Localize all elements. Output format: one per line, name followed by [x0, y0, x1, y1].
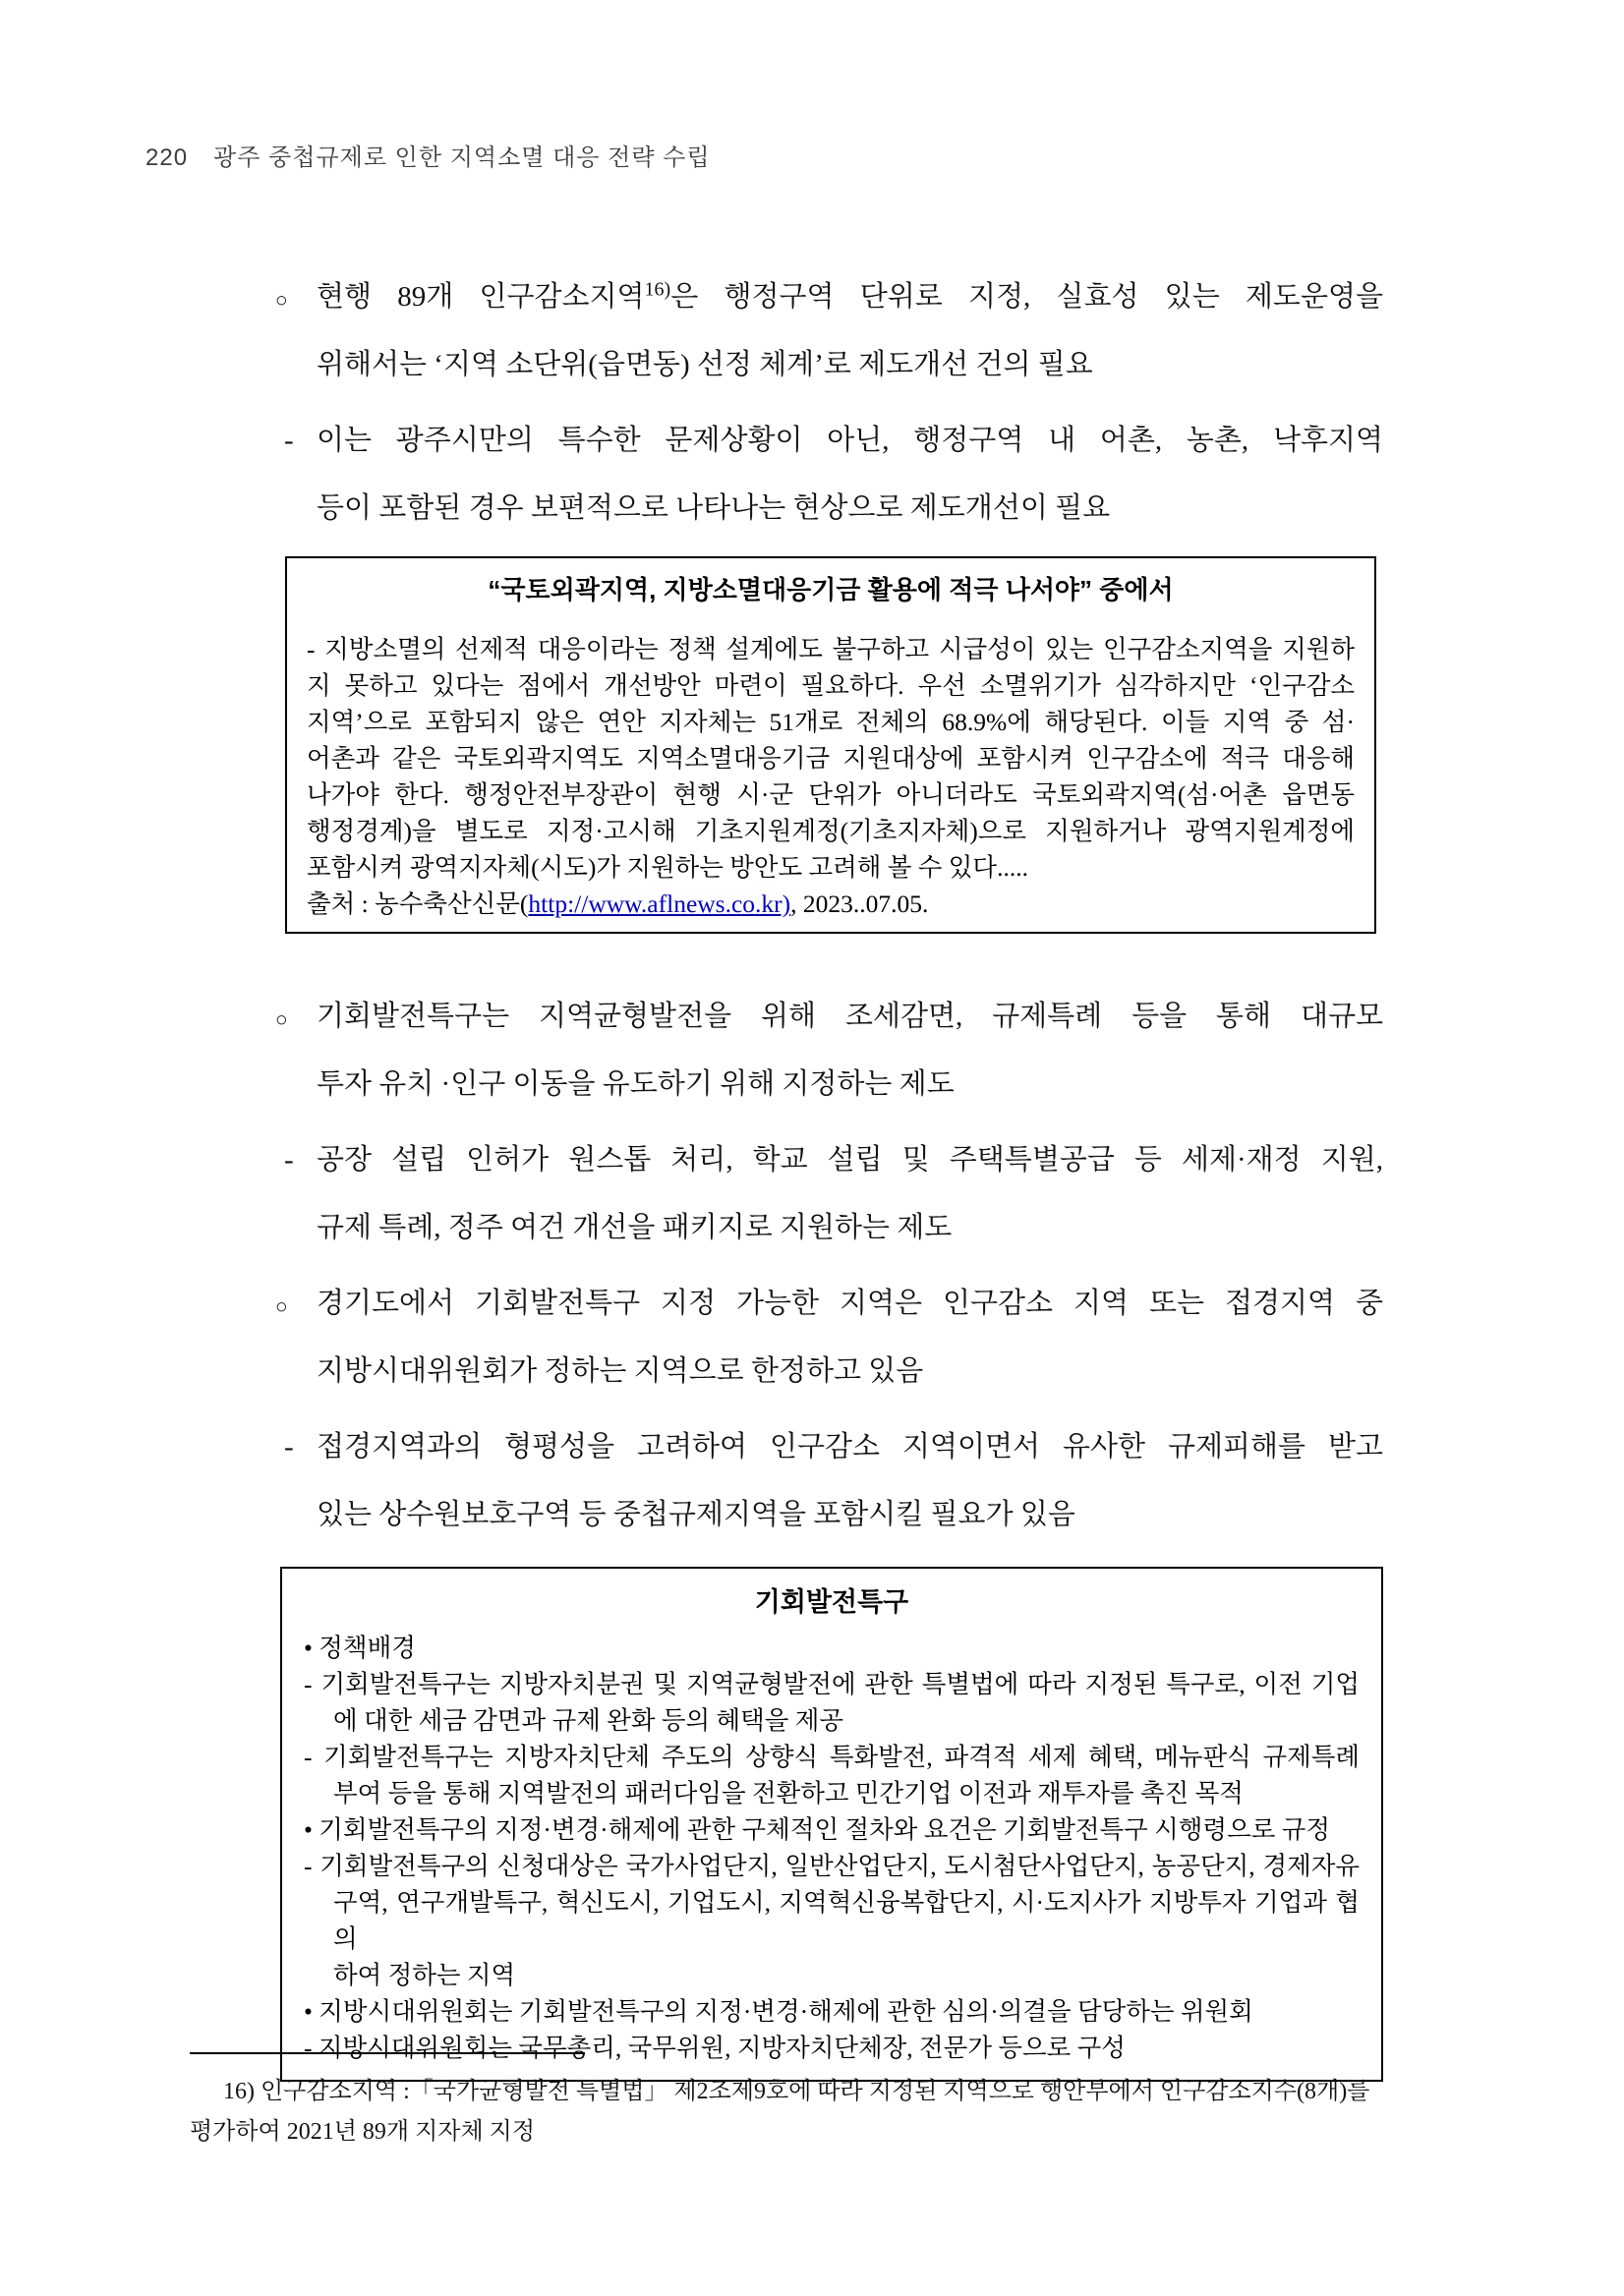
quote-line: 포함시켜 광역지자체(시도)가 지원하는 방안도 고려해 볼 수 있다.....: [307, 853, 1028, 882]
feature-line: - 기회발전특구는 지방자치분권 및 지역균형발전에 관한 특별법에 따라 지정된 특구로, 이전 기업: [304, 1670, 1360, 1698]
quote-line: - 지방소멸의 선제적 대응이라는 정책 설계에도 불구하고 시급성이 있는 인구감소지역을 지원하: [307, 635, 1355, 663]
running-header: [145, 138, 711, 172]
bullet-line: 투자 유치 ·인구 이동을 유도하기 위해 지정하는 제도: [317, 1068, 955, 1100]
dash-line: 있는 상수원보호구역 등 중첩규제지역을 포함시킬 필요가 있음: [317, 1499, 1075, 1530]
feature-line: 에 대한 세금 감면과 규제 완화 등의 혜택을 제공: [333, 1706, 844, 1735]
feature-line: - 기회발전특구는 지방자치단체 주도의 상향식 특화발전, 파격적 세제 혜택, 메뉴판식 규제특례: [304, 1743, 1360, 1771]
circle-bullet-marker: ○: [275, 1294, 288, 1318]
feature-box: [280, 1567, 1383, 2082]
dash-item: [275, 1126, 1383, 1262]
footnote-line: 평가하여 2021년 89개 지자체 지정: [190, 2119, 536, 2145]
feature-box-title: 기회발전특구: [754, 1587, 909, 1617]
page-body: [275, 263, 1383, 2082]
feature-line: • 기회발전특구의 지정·변경·해제에 관한 구체적인 절차와 요건은 기회발전특구 시행령으로 규정: [304, 1815, 1330, 1844]
bullet-line: 지방시대위원회가 정하는 지역으로 한정하고 있음: [317, 1355, 924, 1387]
quote-line: 나가야 한다. 행정안전부장관이 현행 시·군 단위가 아니더라도 국토외곽지역(섬·어촌 읍면동: [307, 780, 1355, 809]
feature-line: 부여 등을 통해 지역발전의 패러다임을 전환하고 민간기업 이전과 재투자를 촉진 목적: [333, 1779, 1244, 1808]
dash-bullet-marker: -: [284, 1144, 294, 1176]
footnote-separator: [190, 2052, 585, 2054]
feature-line: 구역, 연구개발특구, 혁신도시, 기업도시, 지역혁신융복합단지, 시·도지사가 지방투자 기업과 협의: [333, 1888, 1360, 1953]
document-title: 광주 중첩규제로 인한 지역소멸 대응 전략 수립: [213, 144, 711, 171]
footnote-line: 16) 인구감소지역 :「국가균형발전 특별법」 제2조제9호에 따라 지정된 지역으로 행안부에서 인구감소지수(8개)를: [223, 2079, 1370, 2104]
footnote-block: [190, 2052, 1438, 2152]
quote-box-title: “국토외곽지역, 지방소멸대응기금 활용에 적극 나서야” 중에서: [488, 575, 1174, 604]
bullet-line: 위해서는 ‘지역 소단위(읍면동) 선정 체계’로 제도개선 건의 필요: [317, 349, 1093, 380]
dash-line: 규제 특례, 정주 여건 개선을 패키지로 지원하는 제도: [317, 1212, 953, 1243]
feature-line: • 지방시대위원회는 기회발전특구의 지정·변경·해제에 관한 심의·의결을 담당하는 위원회: [304, 1997, 1253, 2026]
bullet-item: [275, 983, 1383, 1119]
circle-bullet-marker: ○: [275, 288, 288, 312]
bullet-line: [317, 263, 1383, 331]
bullet-line: 경기도에서 기회발전특구 지정 가능한 지역은 인구감소 지역 또는 접경지역 중: [317, 1288, 1383, 1319]
page-number: 220: [145, 144, 189, 171]
dash-bullet-marker: -: [284, 425, 294, 456]
quote-box: [285, 556, 1376, 934]
footnote-ref: 16): [644, 278, 671, 301]
circle-bullet-marker: ○: [275, 1007, 288, 1031]
dash-line: 공장 설립 인허가 원스톱 처리, 학교 설립 및 주택특별공급 등 세제·재정 지원,: [317, 1144, 1383, 1176]
source-url-link[interactable]: http://www.aflnews.co.kr): [528, 890, 791, 918]
feature-line: - 지방시대위원회는 국무총리, 국무위원, 지방자치단체장, 전문가 등으로 구성: [304, 2034, 1126, 2062]
dash-bullet-marker: -: [284, 1431, 294, 1463]
bullet-item: [275, 1270, 1383, 1406]
feature-line: - 기회발전특구의 신청대상은 국가사업단지, 일반산업단지, 도시첨단사업단지, 농공단지, 경제자유: [304, 1852, 1360, 1880]
bullet-line: 기회발전특구는 지역균형발전을 위해 조세감면, 규제특례 등을 통해 대규모: [317, 1001, 1383, 1032]
source-suffix: , 2023..07.05.: [790, 890, 929, 918]
source-line: [307, 886, 1355, 922]
bullet-text: 은 행정구역 단위로 지정, 실효성 있는 제도운영을: [670, 281, 1383, 313]
quote-line: 어촌과 같은 국토외곽지역도 지역소멸대응기금 지원대상에 포함시켜 인구감소에 적극 대응해: [307, 744, 1355, 773]
dash-line: 접경지역과의 형평성을 고려하여 인구감소 지역이면서 유사한 규제피해를 받고: [317, 1431, 1383, 1463]
quote-line: 행정경계)을 별도로 지정·고시해 기초지원계정(기초지자체)으로 지원하거나 광역지원계정에: [307, 817, 1355, 845]
feature-line: 하여 정하는 지역: [333, 1961, 516, 1989]
bullet-item: [275, 263, 1383, 399]
quote-line: 지 못하고 있다는 점에서 개선방안 마련이 필요하다. 우선 소멸위기가 심각하지만 ‘인구감소: [307, 671, 1355, 700]
bullet-text: 현행 89개 인구감소지역: [317, 281, 645, 313]
dash-line: 이는 광주시만의 특수한 문제상황이 아닌, 행정구역 내 어촌, 농촌, 낙후지역: [317, 425, 1383, 456]
dash-item: [275, 1413, 1383, 1549]
quote-line: 지역’으로 포함되지 않은 연안 지자체는 51개로 전체의 68.9%에 해당된다. 이들 지역 중 섬·: [307, 708, 1355, 736]
source-prefix: 출처 : 농수축산신문(: [307, 890, 529, 918]
feature-line: • 정책배경: [304, 1634, 416, 1662]
dash-line: 등이 포함된 경우 보편적으로 나타나는 현상으로 제도개선이 필요: [317, 492, 1111, 524]
dash-item: [275, 407, 1383, 543]
